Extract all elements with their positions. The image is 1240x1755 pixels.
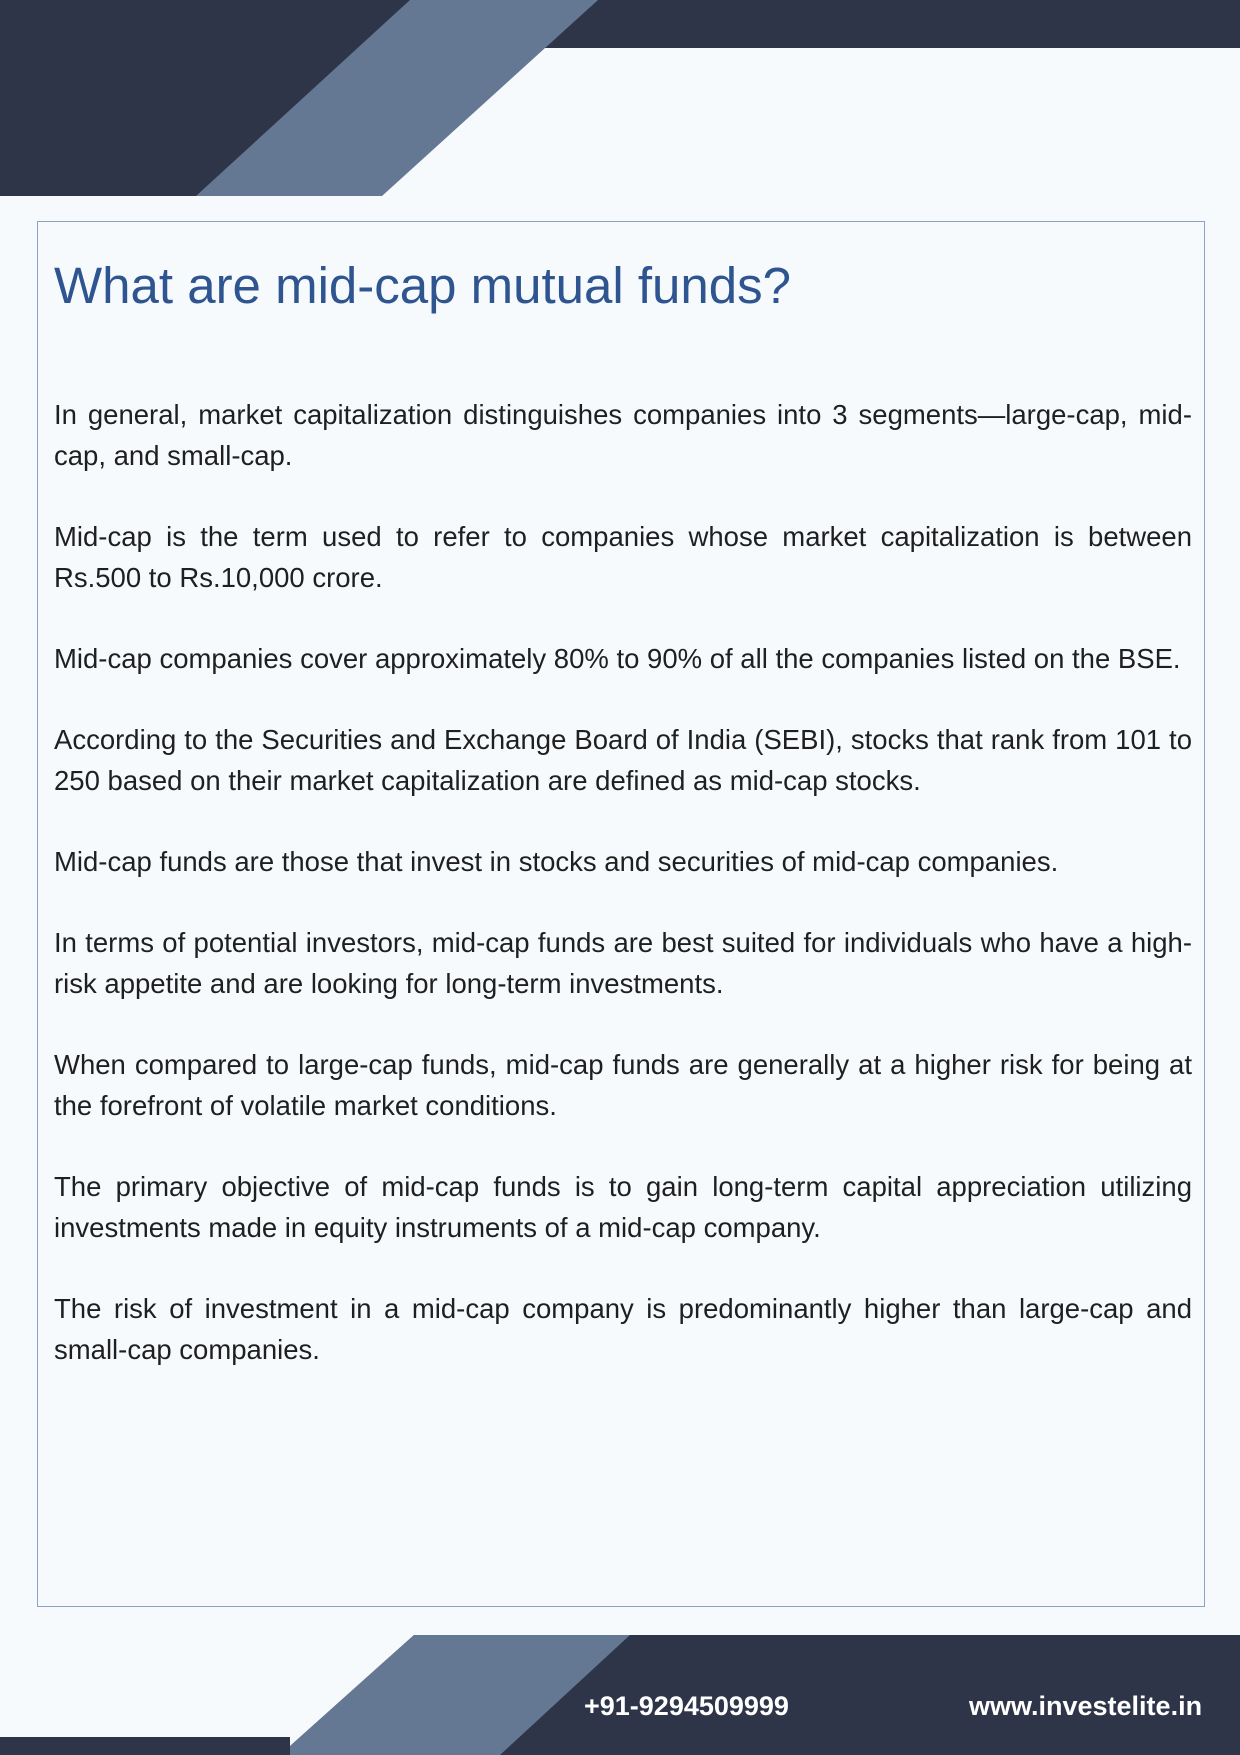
paragraph: In terms of potential investors, mid-cap funds are best suited for individuals who have a high-risk appetite and are looking for long-term investments. [54, 927, 1192, 999]
paragraph: According to the Securities and Exchange Board of India (SEBI), stocks that rank from 101 to 250 based on their market capitalization are defined as mid-cap stocks. [54, 724, 1192, 796]
paragraph: Mid-cap funds are those that invest in stocks and securities of mid-cap companies. [54, 846, 1059, 877]
footer-phone[interactable]: +91-9294509999 [584, 1691, 789, 1721]
paragraph: Mid-cap companies cover approximately 80% to 90% of all the companies listed on the BSE. [54, 643, 1181, 674]
content-frame [37, 221, 1205, 1607]
paragraph: When compared to large-cap funds, mid-cap funds are generally at a higher risk for being at the forefront of volatile market conditions. [54, 1049, 1192, 1121]
paragraph: The primary objective of mid-cap funds is to gain long-term capital appreciation utilizing investments made in equity instruments of a mid-cap company. [54, 1171, 1192, 1243]
body-text [54, 394, 1192, 1410]
page-title: What are mid-cap mutual funds? [54, 257, 792, 314]
paragraph: The risk of investment in a mid-cap company is predominantly higher than large-cap and small-cap companies. [54, 1293, 1192, 1365]
footer-website[interactable]: www.investelite.in [969, 1691, 1203, 1721]
header-decoration [0, 0, 1240, 200]
paragraph: Mid-cap is the term used to refer to companies whose market capitalization is between Rs.500 to Rs.10,000 crore. [54, 521, 1192, 593]
paragraph: In general, market capitalization distinguishes companies into 3 segments—large-cap, mid-cap, and small-cap. [54, 399, 1192, 471]
